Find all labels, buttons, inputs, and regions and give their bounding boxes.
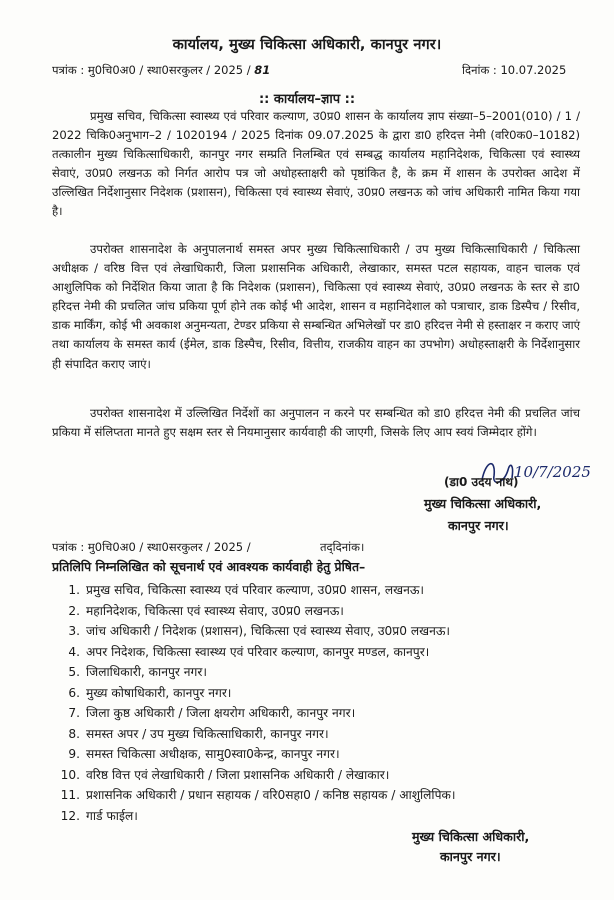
body-paragraph-1: प्रमुख सचिव, चिकित्सा स्वास्थ्य एवं परिवार कल्याण, उ0प्र0 शासन के कार्यालय ज्ञाप संख्या–5–2001(010) / 1 / 2022 चिकि0अनुभाग–2 / 1020194 / 2025 दिनांक 09.07.2025 के द्वारा डा0 हरिदत्त नेमी (वरि0क0–10182) तत्कालीन मुख्य चिकित्साधिकारी, कानपुर नगर सम्प्रति निलम्बित एवं सम्बद्ध कार्यालय महानिदेशक, चिकित्सा एवं स्वास्थ्य सेवाएं, उ0प्र0 लखनऊ को निर्गत आरोप पत्र जो अधोहस्ताक्षरी को पृष्ठांकित है, के क्रम में शासन के उपरोक्त आदेश में उल्लिखित निर्देशानुसार निदेशक (प्रशासन), चिकित्सा एवं स्वास्थ्य सेवाएं, उ0प्र0 लखनऊ को जांच अधिकारी नामित किया गया है। [52, 109, 580, 219]
list-item [58, 765, 455, 786]
reference-handwritten-number: 81 [254, 63, 271, 77]
reference-text: पत्रांक : मु0चि0अ0 / स्था0सरकुलर / 2025 / [52, 63, 251, 77]
list-item-text: मुख्य कोषाधिकारी, कानपुर नगर। [86, 685, 232, 700]
list-item [58, 683, 455, 704]
list-item-text: प्रमुख सचिव, चिकित्सा स्वास्थ्य एवं परिवार कल्याण, उ0प्र0 शासन, लखनऊ। [86, 583, 425, 597]
list-item-number: 11. [60, 788, 80, 802]
list-item [58, 621, 455, 642]
list-item-text: जिलाधिकारी, कानपुर नगर। [86, 665, 207, 679]
list-item-number: 10. [60, 767, 80, 782]
copy-date: तद्‌दिनांक। [320, 540, 365, 554]
closing-city: कानपुर नगर। [440, 849, 501, 864]
list-item-text: जिला कुष्ठ अधिकारी / जिला क्षयरोग अधिकारी, कानपुर नगर। [86, 706, 356, 720]
list-item-number: 8. [68, 726, 80, 741]
memo-title: :: कार्यालय–ज्ञाप :: [258, 92, 356, 107]
list-item-text: समस्त अपर / उप मुख्य चिकित्साधिकारी, कानपुर नगर। [86, 726, 329, 741]
list-item [58, 662, 455, 683]
list-item-number: 3. [68, 624, 80, 638]
copy-recipient-list [58, 580, 455, 826]
list-item [58, 580, 455, 601]
reference-number [52, 63, 270, 78]
list-item-number: 7. [68, 706, 80, 720]
list-item-text: समस्त चिकित्सा अधीक्षक, सामु0स्वा0केन्द्र, कानपुर नगर। [86, 747, 340, 761]
letter-date: दिनांक : 10.07.2025 [462, 63, 567, 77]
list-item-text: महानिदेशक, चिकित्सा एवं स्वास्थ्य सेवाए, उ0प्र0 लखनऊ। [86, 603, 344, 618]
list-item-text: वरिष्ठ वित्त एवं लेखाधिकारी / जिला प्रशासनिक अधिकारी / लेखाकार। [86, 767, 390, 782]
list-item [58, 601, 455, 622]
list-item-text: जांच अधिकारी / निदेशक (प्रशासन), चिकित्सा एवं स्वास्थ्य सेवाए, उ0प्र0 लखनऊ। [86, 624, 451, 638]
body-paragraph-2: उपरोक्त शासनादेश के अनुपालनार्थ समस्त अपर मुख्य चिकित्साधिकारी / उप मुख्य चिकित्साधिकारी / चिकित्सा अधीक्षक / वरिष्ठ वित्त एवं लेखाधिकारी, जिला प्रशासनिक अधिकारी, लेखाकार, समस्त पटल सहायक, वाहन चालक एवं आशुलिपिक को निर्देशित किया जाता है कि निदेशक (प्रशासन), चिकित्सा एवं स्वास्थ्य सेवाएं, उ0प्र0 लखनऊ के स्तर से डा0 हरिदत्त नेमी की प्रचलित जांच प्रकिया पूर्ण होने तक कोई भी आदेश, शासन व महानिदेशाल को पत्राचार, डाक डिस्पैच / रिसीव, डाक मार्किंग, कोई भी अवकाश अनुमन्यता, टेण्डर प्रकिया से सम्बन्धित अभिलेखों पर डा0 हरिदत्त नेमी से हस्ताक्षर न कराए जाएं तथा कार्यालय के समस्त कार्य (ईमेल, डाक डिस्पैच, रिसीव, वित्तीय, राजकीय वाहन का उपभोग) अधोहस्ताक्षरी के निर्देशानुसार ही संपादित कराए जाएं। [52, 242, 580, 371]
list-item-text: प्रशासनिक अधिकारी / प्रधान सहायक / वरि0सहा0 / कनिष्ठ सहायक / आशुलिपिक। [86, 788, 456, 802]
list-item [58, 806, 455, 827]
officer-designation: मुख्य चिकित्सा अधिकारी, [424, 496, 542, 511]
list-item-text: गार्ड फाईल। [86, 808, 138, 823]
list-item-number: 5. [68, 665, 80, 679]
list-item-number: 1. [68, 583, 80, 597]
list-item-number: 6. [68, 685, 80, 700]
list-item [58, 744, 455, 765]
signature-date: 10/7/2025 [514, 463, 591, 481]
list-item [58, 642, 455, 663]
office-header: कार्यालय, मुख्य चिकित्सा अधिकारी, कानपुर नगर। [172, 37, 442, 53]
list-item-number: 12. [60, 808, 80, 823]
list-item [58, 785, 455, 806]
list-item [58, 703, 455, 724]
closing-designation: मुख्य चिकित्सा अधिकारी, [412, 829, 530, 844]
officer-name: (डा0 उदय नाथ) [444, 475, 519, 489]
list-item-text: अपर निदेशक, चिकित्सा स्वास्थ्य एवं परिवार कल्याण, कानपुर मण्डल, कानपुर। [86, 644, 430, 659]
body-paragraph-3: उपरोक्त शासनादेश में उल्लिखित निर्देशों का अनुपालन न करने पर सम्बन्धित को डा0 हरिदत्त नेमी की प्रचलित जांच प्रकिया में संलिप्तता मानते हुए सक्षम स्तर से नियमानुसार कार्यवाही की जाएगी, जिसके लिए आप स्वयं जिम्मेदार होंगे। [52, 406, 580, 440]
list-item [58, 724, 455, 745]
copy-reference-number: पत्रांक : मु0चि0अ0 / स्था0सरकुलर / 2025 / [52, 540, 251, 554]
list-item-number: 2. [68, 603, 80, 618]
copy-heading: प्रतिलिपि निम्नलिखित को सूचनार्थ एवं आवश्यक कार्यवाही हेतु प्रेषित– [52, 559, 366, 574]
list-item-number: 9. [68, 747, 80, 761]
officer-city: कानपुर नगर। [448, 518, 509, 533]
list-item-number: 4. [68, 644, 80, 659]
